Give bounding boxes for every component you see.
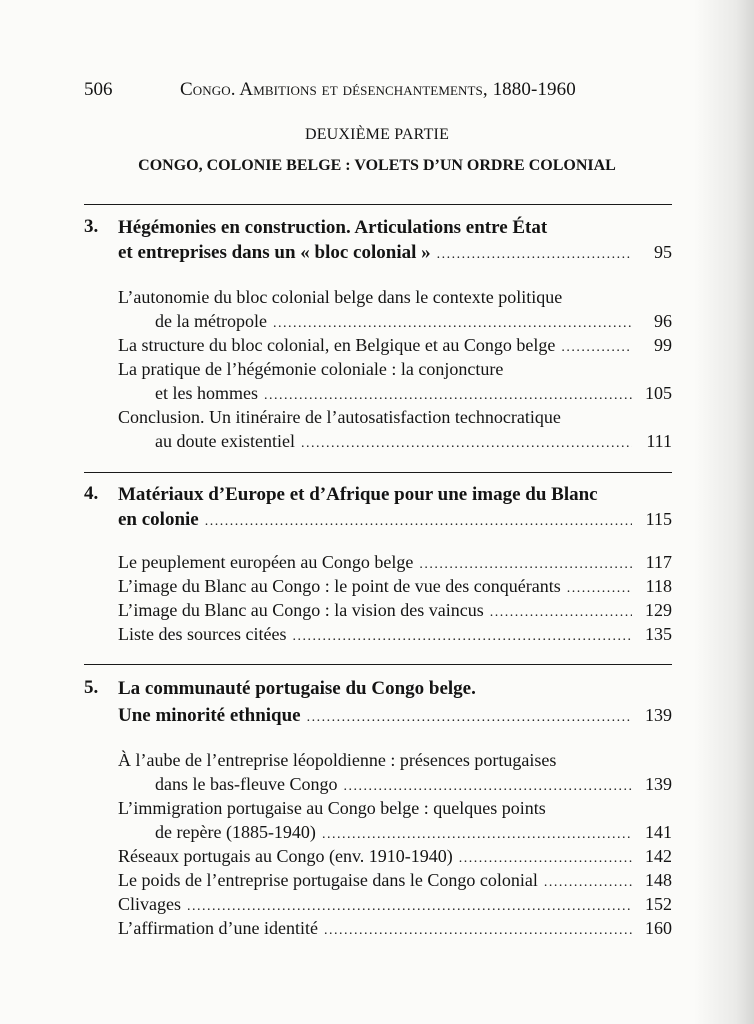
section-entry	[118, 550, 672, 574]
section-page: 118	[645, 576, 672, 596]
section-page: 152	[645, 894, 672, 914]
chapter-title-continued: en colonie	[118, 509, 199, 530]
section-title: À l’aube de l’entreprise léopoldienne : présences portugaises	[118, 750, 557, 770]
section-entry	[155, 309, 672, 333]
chapter-number: 3.	[84, 216, 99, 237]
section-page: 129	[645, 600, 672, 620]
section-divider	[84, 472, 672, 473]
dot-leader	[437, 243, 632, 267]
section-title-continued: et les hommes	[155, 383, 258, 403]
section-entry	[155, 772, 672, 796]
chapter-title: Matériaux d’Europe et d’Afrique pour une image du Blanc	[118, 484, 598, 505]
section-title: Clivages	[118, 894, 181, 914]
chapter-title: La communauté portugaise du Congo belge.	[118, 678, 476, 699]
chapter-title-continued: Une minorité ethnique	[118, 705, 301, 726]
section-page: 142	[645, 846, 672, 866]
section-title: L’image du Blanc au Congo : la vision des vaincus	[118, 600, 484, 620]
section-title: L’autonomie du bloc colonial belge dans le contexte politique	[118, 287, 563, 307]
page-edge-shadow	[694, 0, 754, 1024]
section-entry	[155, 381, 672, 405]
part-title: CONGO, COLONIE BELGE : VOLETS D’UN ORDRE COLONIAL	[138, 157, 616, 174]
dot-leader	[324, 919, 632, 943]
section-title: Le peuplement européen au Congo belge	[118, 552, 414, 572]
chapter-title-line	[118, 507, 672, 531]
chapter-number: 5.	[84, 677, 99, 698]
section-entry	[118, 574, 672, 598]
section-title-continued: de la métropole	[155, 311, 267, 331]
section-title: La pratique de l’hégémonie coloniale : la conjoncture	[118, 359, 504, 379]
running-header	[84, 79, 669, 105]
section-page: 135	[645, 624, 672, 644]
section-entry	[118, 844, 672, 868]
chapter-title-continued: et entreprises dans un « bloc colonial »	[118, 242, 431, 263]
chapter-number: 4.	[84, 483, 99, 504]
section-title: Le poids de l’entreprise portugaise dans le Congo colonial	[118, 870, 538, 890]
section-entry	[118, 916, 672, 940]
section-page: 96	[654, 311, 672, 331]
section-title-continued: au doute existentiel	[155, 431, 295, 451]
chapter-title: Hégémonies en construction. Articulations entre État	[118, 217, 548, 238]
dot-leader	[292, 625, 632, 649]
dot-leader	[205, 510, 632, 534]
section-page: 105	[645, 383, 672, 403]
section-title: L’image du Blanc au Congo : le point de vue des conquérants	[118, 576, 561, 596]
section-page: 160	[645, 918, 672, 938]
section-page: 111	[646, 431, 672, 451]
section-page: 141	[645, 822, 672, 842]
section-entry	[118, 622, 672, 646]
section-page: 99	[654, 335, 672, 355]
section-title: L’immigration portugaise au Congo belge : quelques points	[118, 798, 546, 818]
dot-leader	[561, 336, 632, 360]
section-title-continued: dans le bas-fleuve Congo	[155, 774, 338, 794]
section-title: Conclusion. Un itinéraire de l’autosatisfaction technocratique	[118, 407, 561, 427]
part-label: DEUXIÈME PARTIE	[304, 126, 450, 143]
section-entry	[118, 598, 672, 622]
section-page: 148	[645, 870, 672, 890]
section-entry	[118, 333, 672, 357]
section-title: L’affirmation d’une identité	[118, 918, 318, 938]
section-title: La structure du bloc colonial, en Belgique et au Congo belge	[118, 335, 556, 355]
section-divider	[84, 664, 672, 665]
chapter-page: 115	[645, 509, 672, 529]
section-page: 139	[645, 774, 672, 794]
section-entry	[118, 892, 672, 916]
section-page: 117	[645, 552, 672, 572]
section-entry	[155, 820, 672, 844]
dot-leader	[301, 432, 632, 456]
section-entry	[118, 868, 672, 892]
section-entry	[155, 429, 672, 453]
section-title: Réseaux portugais au Congo (env. 1910-1940)	[118, 846, 453, 866]
section-title-continued: de repère (1885-1940)	[155, 822, 316, 842]
section-title: Liste des sources citées	[118, 624, 287, 644]
dot-leader	[307, 706, 632, 730]
chapter-title-line	[118, 240, 672, 264]
chapter-page: 139	[645, 705, 672, 725]
chapter-title-line	[118, 703, 672, 727]
chapter-page: 95	[654, 242, 672, 262]
running-title: Congo. Ambitions et désenchantements, 1880-1960	[180, 79, 576, 100]
page-number: 506	[84, 79, 113, 100]
section-divider	[84, 204, 672, 205]
